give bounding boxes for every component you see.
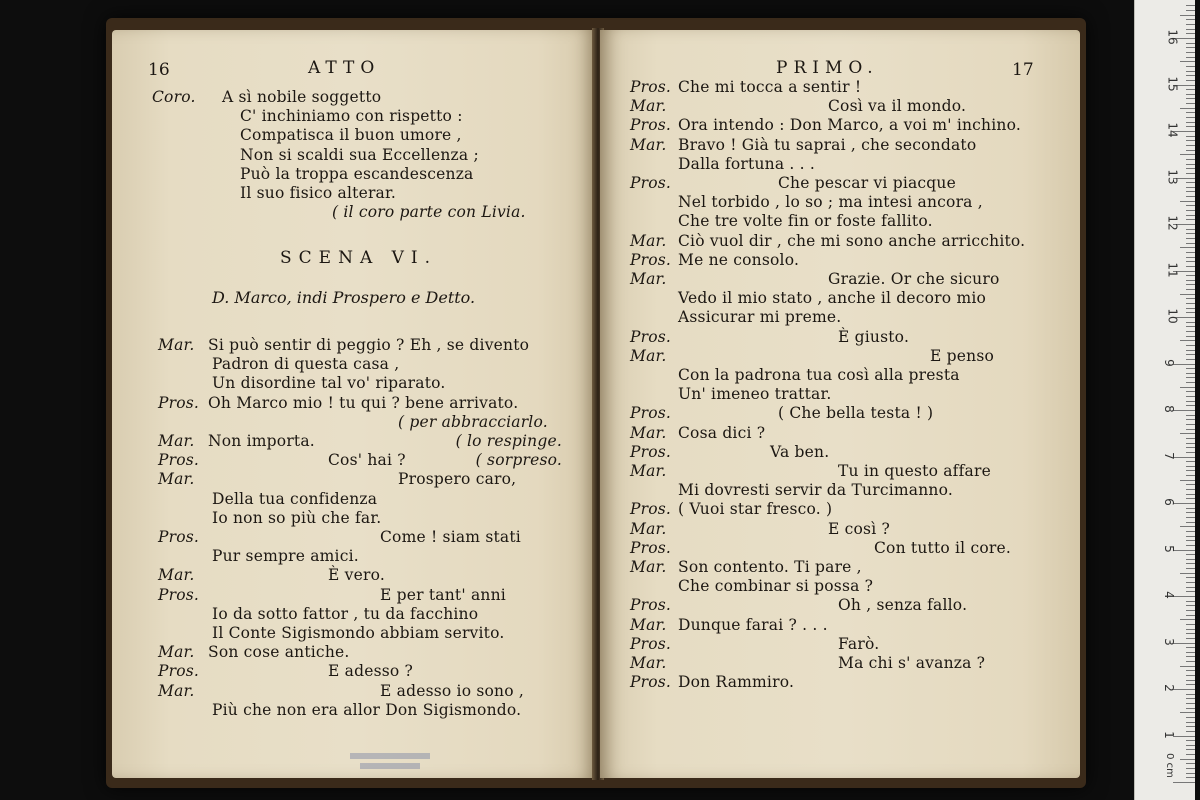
verse-text: Che combinar si possa ? <box>678 577 874 596</box>
verse-text: ( Vuoi star fresco. ) <box>678 500 833 519</box>
ruler-number: 2 <box>1161 684 1176 692</box>
ruler-tick <box>1186 373 1195 374</box>
speaker-label: Coro. <box>152 88 196 106</box>
verse-text: Che mi tocca a sentir ! <box>678 78 862 96</box>
ruler-tick <box>1186 777 1195 778</box>
ruler-tick <box>1173 689 1195 690</box>
ruler-tick <box>1186 522 1195 523</box>
ruler-tick <box>1186 582 1195 583</box>
ruler-tick <box>1186 484 1195 485</box>
left-page <box>112 30 596 778</box>
ruler-tick <box>1186 117 1195 118</box>
ruler-tick <box>1180 387 1195 388</box>
ruler-tick <box>1186 443 1195 444</box>
ruler-tick <box>1186 675 1195 676</box>
ruler-tick <box>1186 694 1195 695</box>
ruler-tick <box>1186 577 1195 578</box>
ruler-tick <box>1186 610 1195 611</box>
ruler-tick <box>1186 145 1195 146</box>
ruler-tick <box>1186 168 1195 169</box>
verse-text: Io non so più che far. <box>212 508 382 527</box>
ruler-tick <box>1186 322 1195 323</box>
speaker-label: Pros. <box>630 596 672 615</box>
ruler-tick <box>1186 568 1195 569</box>
verse-text: E penso <box>930 346 995 365</box>
ruler-tick <box>1173 503 1195 504</box>
ruler-tick <box>1186 19 1195 20</box>
ruler-tick <box>1186 150 1195 151</box>
speaker-label: Pros. <box>630 442 672 461</box>
ruler-tick <box>1186 66 1195 67</box>
ruler-tick <box>1186 633 1195 634</box>
ruler-number: 16 <box>1165 29 1180 45</box>
ruler-tick <box>1186 140 1195 141</box>
speaker-label: Pros. <box>630 634 672 653</box>
ruler-tick <box>1173 643 1195 644</box>
ruler-tick <box>1186 498 1195 499</box>
ruler-tick <box>1186 284 1195 285</box>
ruler-tick <box>1180 108 1195 109</box>
ruler-number: 10 <box>1165 308 1180 324</box>
ruler-tick <box>1186 545 1195 546</box>
ruler-tick <box>1186 210 1195 211</box>
ruler-number: 4 <box>1161 591 1176 599</box>
ruler-tick <box>1186 57 1195 58</box>
speaker-label: Pros. <box>630 78 672 96</box>
ruler-tick <box>1186 424 1195 425</box>
ruler-tick <box>1186 52 1195 53</box>
ruler-number: 15 <box>1165 75 1180 92</box>
speaker-label: Pros. <box>630 404 672 423</box>
verse-text: ( per abbracciarlo. <box>398 412 548 431</box>
ruler-tick <box>1186 717 1195 718</box>
speaker-label: Mar. <box>630 654 667 672</box>
ruler-tick <box>1186 350 1195 351</box>
verse-text: Padron di questa casa , <box>212 355 400 374</box>
speaker-label: Mar. <box>630 135 667 154</box>
verse-text: Ciò vuol dir , che mi sono anche arricchito. <box>678 231 1026 250</box>
ruler-tick <box>1186 122 1195 123</box>
verse-text: Oh , senza fallo. <box>838 596 968 615</box>
ruler-tick <box>1186 763 1195 764</box>
ruler-tick <box>1186 196 1195 197</box>
ruler-tick <box>1186 754 1195 755</box>
ruler-tick <box>1186 615 1195 616</box>
ruler-tick <box>1186 749 1195 750</box>
speaker-label: Pros. <box>158 662 200 681</box>
page-number-right: 17 <box>1012 60 1034 80</box>
ruler-tick <box>1186 415 1195 416</box>
ruler-tick <box>1186 238 1195 239</box>
ruler-tick <box>1186 708 1195 709</box>
ruler-tick <box>1186 261 1195 262</box>
page-number-left: 16 <box>148 60 170 80</box>
ruler-tick <box>1186 382 1195 383</box>
ruler-tick <box>1186 377 1195 378</box>
ruler-tick <box>1186 624 1195 625</box>
ruler-tick <box>1186 164 1195 165</box>
speaker-label: Pros. <box>630 116 672 135</box>
ruler-tick <box>1186 266 1195 267</box>
ruler-tick <box>1186 531 1195 532</box>
ruler-tick <box>1186 191 1195 192</box>
ruler-tick <box>1180 480 1195 481</box>
ruler-unit-label: 0 cm <box>1163 753 1175 778</box>
verse-text: Pur sempre amici. <box>212 547 359 566</box>
verse-text: Si può sentir di peggio ? Eh , se divento <box>208 336 530 354</box>
ruler-tick <box>1180 154 1195 155</box>
ruler-tick <box>1186 647 1195 648</box>
ruler-tick <box>1186 563 1195 564</box>
ruler-tick <box>1186 652 1195 653</box>
ruler-tick <box>1180 433 1195 434</box>
ruler-tick <box>1180 526 1195 527</box>
ruler-tick <box>1186 517 1195 518</box>
ruler-tick <box>1180 294 1195 295</box>
verse-text: Ma chi s' avanza ? <box>838 654 986 672</box>
scene-title: SCENA VI. <box>280 248 438 268</box>
ruler-tick <box>1180 15 1195 16</box>
ruler-tick <box>1180 666 1195 667</box>
ruler-tick <box>1180 759 1195 760</box>
ruler-tick <box>1173 410 1195 411</box>
ruler-tick <box>1186 670 1195 671</box>
stage-direction: ( lo respinge. <box>455 432 562 450</box>
running-head-left: ATTO <box>308 58 381 78</box>
ruler-tick <box>1186 173 1195 174</box>
speaker-label: Pros. <box>630 673 672 692</box>
verse-text: Con la padrona tua così alla presta <box>678 366 960 384</box>
ruler-number: 3 <box>1161 637 1176 646</box>
ruler-tick <box>1180 712 1195 713</box>
speaker-label: Mar. <box>630 519 667 538</box>
ruler-tick <box>1186 80 1195 81</box>
ruler-number: 11 <box>1165 261 1180 278</box>
ruler-tick <box>1186 187 1195 188</box>
verse-text: Oh Marco mio ! tu qui ? bene arrivato. <box>208 393 519 412</box>
ruler-tick <box>1186 475 1195 476</box>
ruler-tick <box>1186 726 1195 727</box>
ruler-tick <box>1186 103 1195 104</box>
speaker-label: Pros. <box>630 174 672 192</box>
ruler-tick <box>1186 494 1195 495</box>
verse-text: Son contento. Ti pare , <box>678 558 862 576</box>
ruler-tick <box>1186 554 1195 555</box>
verse-text: Vedo il mio stato , anche il decoro mio <box>678 289 987 308</box>
speaker-label: Mar. <box>158 336 195 354</box>
ruler-tick <box>1186 298 1195 299</box>
verse-text: Me ne consolo. <box>678 250 800 269</box>
speaker-label: Pros. <box>630 327 672 346</box>
ruler-tick <box>1186 368 1195 369</box>
speaker-label: Pros. <box>630 250 672 269</box>
ruler-tick <box>1186 112 1195 113</box>
ruler-tick <box>1186 182 1195 183</box>
ruler-tick <box>1186 219 1195 220</box>
speaker-label: Mar. <box>158 566 195 585</box>
ruler-tick <box>1186 354 1195 355</box>
verse-text: Con tutto il core. <box>874 538 1011 557</box>
ruler-tick <box>1186 94 1195 95</box>
ruler-tick <box>1186 47 1195 48</box>
ruler-tick <box>1186 591 1195 592</box>
ruler-number: 12 <box>1165 215 1180 231</box>
verse-text: Che pescar vi piacque <box>778 174 956 192</box>
ruler-tick <box>1186 289 1195 290</box>
ruler-tick <box>1173 550 1195 551</box>
ruler-tick <box>1186 587 1195 588</box>
measurement-ruler <box>1134 0 1195 800</box>
ruler-tick <box>1186 508 1195 509</box>
ruler-tick <box>1186 768 1195 769</box>
verse-text: E per tant' anni <box>380 585 506 604</box>
ruler-tick <box>1186 396 1195 397</box>
running-head-right: PRIMO. <box>776 58 879 78</box>
ruler-number: 7 <box>1161 451 1176 460</box>
verse-text: Ora intendo : Don Marco, a voi m' inchino. <box>678 116 1021 135</box>
ruler-number: 5 <box>1161 544 1176 553</box>
verse-text: Cosa dici ? <box>678 423 766 442</box>
ruler-tick <box>1186 629 1195 630</box>
verse-text: A sì nobile soggetto <box>222 88 382 106</box>
ruler-tick <box>1186 257 1195 258</box>
ruler-tick <box>1180 573 1195 574</box>
speaker-label: Mar. <box>158 681 195 700</box>
ruler-tick <box>1186 405 1195 406</box>
verse-text: Un disordine tal vo' riparato. <box>212 374 446 393</box>
ruler-tick <box>1186 280 1195 281</box>
ruler-tick <box>1186 512 1195 513</box>
ruler-tick <box>1186 559 1195 560</box>
ruler-tick <box>1186 605 1195 606</box>
ruler-tick <box>1186 470 1195 471</box>
ruler-tick <box>1186 159 1195 160</box>
verse-text: Farò. <box>838 634 880 653</box>
verse-text: Io da sotto fattor , tu da facchino <box>212 604 479 623</box>
stage-direction: ( sorpreso. <box>475 451 562 470</box>
ruler-tick <box>1186 345 1195 346</box>
ruler-tick <box>1186 326 1195 327</box>
ruler-tick <box>1186 205 1195 206</box>
speaker-label: Pros. <box>158 528 200 546</box>
verse-text: Don Rammiro. <box>678 673 795 692</box>
ruler-number: 6 <box>1161 498 1176 506</box>
ruler-tick <box>1186 429 1195 430</box>
ruler-tick <box>1186 638 1195 639</box>
ruler-tick <box>1186 773 1195 774</box>
speaker-label: Mar. <box>630 615 667 634</box>
ruler-tick <box>1186 731 1195 732</box>
ruler-tick <box>1186 233 1195 234</box>
verse-text: Non importa. <box>208 432 315 450</box>
ruler-tick <box>1186 126 1195 127</box>
speaker-label: Mar. <box>630 270 667 288</box>
ruler-tick <box>1186 275 1195 276</box>
ruler-tick <box>1186 89 1195 90</box>
ruler-tick <box>1186 661 1195 662</box>
speaker-label: Pros. <box>158 451 200 470</box>
ruler-tick <box>1180 201 1195 202</box>
ruler-number: 1 <box>1161 730 1176 739</box>
ruler-number: 9 <box>1161 358 1176 367</box>
ruler-tick <box>1186 447 1195 448</box>
speaker-label: Pros. <box>630 538 672 557</box>
ruler-tick <box>1186 722 1195 723</box>
speaker-label: Pros. <box>630 500 672 519</box>
verse-text: Così va il mondo. <box>828 97 967 116</box>
verse-text: C' inchiniamo con rispetto : <box>240 107 463 126</box>
speaker-label: Mar. <box>630 558 667 576</box>
verse-text: Un' imeneo trattar. <box>678 385 832 404</box>
ruler-tick <box>1186 466 1195 467</box>
ruler-tick <box>1186 43 1195 44</box>
verse-text: ( Che bella testa ! ) <box>778 404 934 423</box>
ruler-tick <box>1186 98 1195 99</box>
verse-text: Dalla fortuna . . . <box>678 154 816 173</box>
ruler-tick <box>1186 336 1195 337</box>
ruler-tick <box>1186 33 1195 34</box>
ruler-tick <box>1173 457 1195 458</box>
library-stamp <box>348 750 432 774</box>
verse-text: Prospero caro, <box>398 470 517 489</box>
ruler-tick <box>1186 359 1195 360</box>
ruler-tick <box>1173 736 1195 737</box>
ruler-tick <box>1186 419 1195 420</box>
ruler-tick <box>1186 252 1195 253</box>
verse-text: Non si scaldi sua Eccellenza ; <box>240 145 479 164</box>
ruler-tick <box>1186 71 1195 72</box>
verse-text: E così ? <box>828 519 891 538</box>
verse-text: Il suo fisico alterar. <box>240 184 397 202</box>
ruler-tick <box>1186 489 1195 490</box>
verse-text: Cos' hai ? <box>328 451 406 470</box>
ruler-tick <box>1186 10 1195 11</box>
verse-text: E adesso io sono , <box>380 681 525 700</box>
right-page <box>600 30 1080 778</box>
speaker-label: Pros. <box>158 393 200 412</box>
ruler-tick <box>1186 452 1195 453</box>
verse-text: Che tre volte fin or foste fallito. <box>678 212 933 231</box>
ruler-tick <box>1186 536 1195 537</box>
ruler-tick <box>1186 401 1195 402</box>
ruler-tick <box>1173 596 1195 597</box>
ruler-tick <box>1186 5 1195 6</box>
verse-text: Tu in questo affare <box>838 462 991 480</box>
verse-text: Nel torbido , lo so ; ma intesi ancora , <box>678 193 983 212</box>
ruler-tick <box>1186 680 1195 681</box>
ruler-tick <box>1186 215 1195 216</box>
ruler-tick <box>1186 698 1195 699</box>
ruler-tick <box>1186 703 1195 704</box>
ruler-tick <box>1186 684 1195 685</box>
ruler-tick <box>1186 308 1195 309</box>
verse-text: Grazie. Or che sicuro <box>828 270 1000 288</box>
verse-text: Mi dovresti servir da Turcimanno. <box>678 481 953 500</box>
ruler-number: 14 <box>1165 122 1180 138</box>
verse-text: Può la troppa escandescenza <box>240 164 474 183</box>
ruler-tick <box>1180 619 1195 620</box>
ruler-tick <box>1180 247 1195 248</box>
verse-text: Della tua confidenza <box>212 489 378 508</box>
ruler-tick <box>1180 61 1195 62</box>
ruler-tick <box>1186 229 1195 230</box>
ruler-number: 8 <box>1161 405 1176 413</box>
ruler-tick <box>1186 75 1195 76</box>
verse-text: E adesso ? <box>328 662 414 681</box>
verse-text: Bravo ! Già tu saprai , che secondato <box>678 135 977 154</box>
verse-text: È vero. <box>328 566 385 585</box>
speaker-label: Pros. <box>158 585 200 604</box>
ruler-tick <box>1186 540 1195 541</box>
speaker-label: Mar. <box>158 470 195 489</box>
ruler-tick <box>1180 340 1195 341</box>
speaker-label: Mar. <box>630 97 667 116</box>
ruler-tick <box>1186 656 1195 657</box>
ruler-tick <box>1186 303 1195 304</box>
verse-text: Più che non era allor Don Sigismondo. <box>212 700 522 719</box>
ruler-tick <box>1186 24 1195 25</box>
verse-text: Dunque farai ? . . . <box>678 615 828 634</box>
verse-text: È giusto. <box>838 327 910 346</box>
ruler-tick <box>1173 364 1195 365</box>
ruler-tick <box>1186 438 1195 439</box>
scene-subtitle: D. Marco, indi Prospero e Detto. <box>212 288 476 307</box>
verse-text: Assicurar mi preme. <box>678 308 842 327</box>
verse-text: ( il coro parte con Livia. <box>332 203 526 222</box>
verse-text: Il Conte Sigismondo abbiam servito. <box>212 624 505 642</box>
ruler-tick <box>1186 601 1195 602</box>
ruler-tick <box>1186 243 1195 244</box>
ruler-tick <box>1186 391 1195 392</box>
ruler-tick <box>1186 745 1195 746</box>
speaker-label: Mar. <box>158 432 195 450</box>
ruler-tick <box>1186 740 1195 741</box>
ruler-tick <box>1186 461 1195 462</box>
speaker-label: Mar. <box>630 231 667 250</box>
speaker-label: Mar. <box>630 462 667 480</box>
speaker-label: Mar. <box>630 346 667 365</box>
ruler-tick <box>1173 782 1195 783</box>
ruler-tick <box>1186 331 1195 332</box>
speaker-label: Mar. <box>630 423 667 442</box>
speaker-label: Mar. <box>158 643 195 662</box>
verse-text: Son cose antiche. <box>208 643 350 662</box>
verse-text: Come ! siam stati <box>380 528 521 546</box>
ruler-number: 13 <box>1165 168 1180 185</box>
verse-text: Compatisca il buon umore , <box>240 126 462 145</box>
ruler-tick <box>1186 312 1195 313</box>
verse-text: Va ben. <box>770 442 830 461</box>
ruler-tick <box>1186 136 1195 137</box>
ruler-tick <box>1186 29 1195 30</box>
